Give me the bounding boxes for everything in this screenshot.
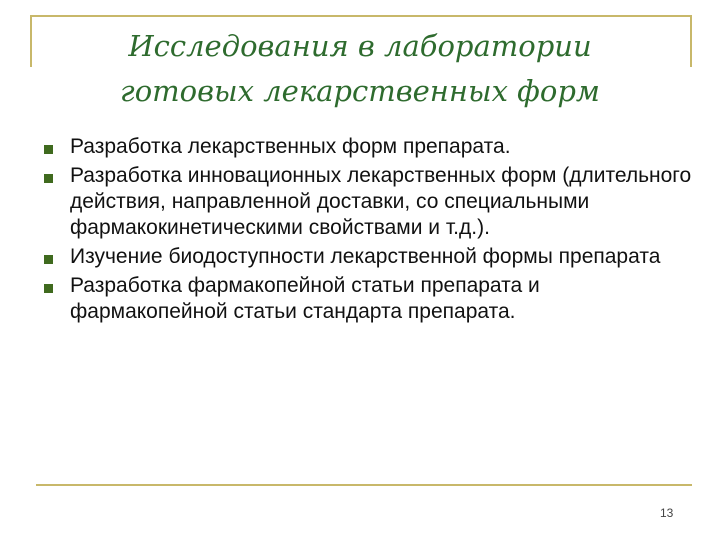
bullet-item <box>42 134 702 160</box>
square-bullet-icon <box>44 255 53 264</box>
square-bullet-icon <box>44 145 53 154</box>
bullet-text: Разработка лекарственных форм препарата. <box>70 135 511 158</box>
square-bullet-icon <box>44 174 53 183</box>
slide-title-line-2: готовых лекарственных форм <box>120 74 600 108</box>
square-bullet-icon <box>44 284 53 293</box>
frame-top-line <box>30 15 692 17</box>
slide-title-line-1: Исследования в лаборатории <box>128 29 592 63</box>
slide-title <box>60 24 660 114</box>
bullet-text: Разработка инновационных лекарственных форм (длительного действия, направленной доставки, со специальными фармакокинетическими свойствами и т.д.). <box>70 164 692 239</box>
page-number: 13 <box>660 506 674 520</box>
frame-bottom-line <box>36 484 692 486</box>
bullet-item <box>42 244 702 270</box>
frame-left-line <box>30 15 32 67</box>
bullet-text: Разработка фармакопейной статьи препарата и фармакопейной статьи стандарта препарата. <box>70 274 540 323</box>
frame-right-line <box>690 15 692 67</box>
bullet-item <box>42 163 702 241</box>
bullet-list <box>42 134 702 328</box>
bullet-text: Изучение биодоступности лекарственной формы препарата <box>70 245 661 268</box>
bullet-item <box>42 273 702 325</box>
